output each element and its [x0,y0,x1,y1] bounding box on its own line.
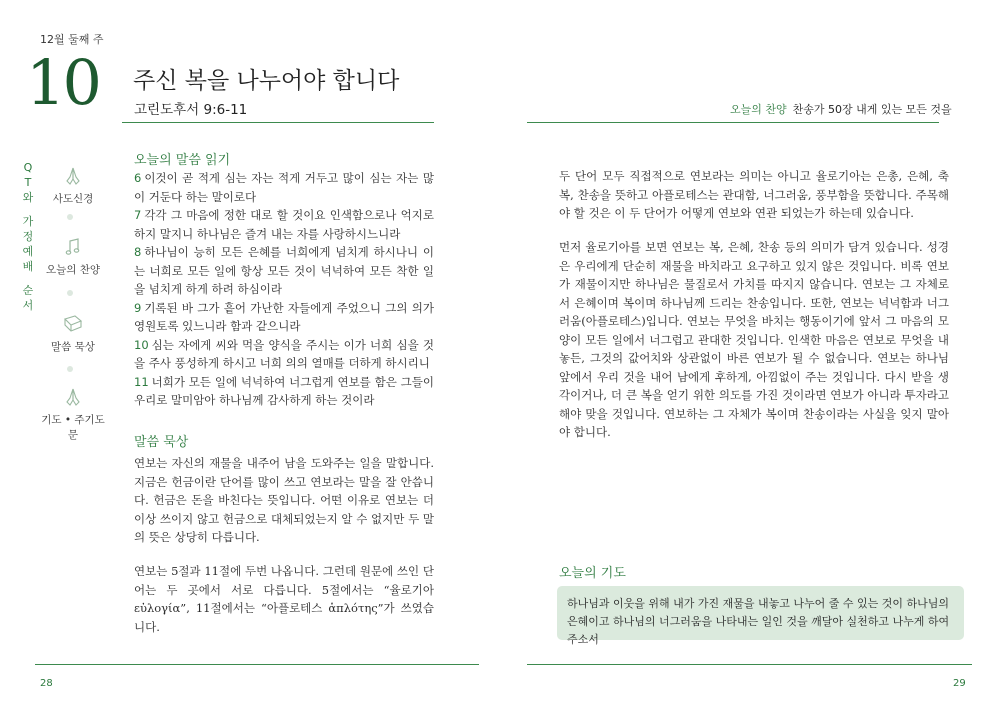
step-connector-dot [67,214,73,220]
music-note-icon [62,236,84,258]
scripture-reference: 고린도후서 9:6-11 [134,102,248,118]
step-label: 오늘의 찬양 [45,264,101,276]
verse-text: 하나님이 능히 모든 은혜를 너희에게 넘치게 하시나니 이는 너희로 모든 일에 항상 모든 것이 넉넉하여 모든 착한 일을 넘치게 하게 하려 하심이라 [134,245,434,296]
hymn-text: 찬송가 50장 내게 있는 모든 것을 [792,103,952,116]
step-label: 말씀 묵상 [51,341,95,353]
verse [134,206,434,243]
week-label: 12월 둘째 주 [40,33,104,46]
sidebar-step-apostles-creed [40,165,106,206]
step-connector-dot [67,366,73,372]
verse-text: 기록된 바 그가 흩어 가난한 자들에게 주었으니 그의 의가 영원토록 있느니라 함과 같으니라 [134,300,434,333]
verse-number: 9 [134,300,142,315]
sidebar-step-meditation [40,313,106,354]
meditation-paragraph-4: 먼저 율로기아를 보면 연보는 복, 은혜, 찬송 등의 의미가 담겨 있습니다. 성경은 우리에게 단순히 재물을 바치라고 요구하고 있지 않은 것입니다. 비록 연보가 재물이지만 하나님은 물질로서 가치를 따지지 않습니다. 연보는 그 자체로서 은혜이며 복이며 하나님께 드리는 찬송입니다. 또한, 연보는 넉넉함과 너그러움(아플로테스)입니다. 연보는 무엇을 바치는 행동이기에 앞서 그 마음의 모양이 모든 일에서 너그럽고 관대한 것입니다. 인색한 마음은 연보로 무엇을 내놓든, 그것의 값어치와 상관없이 바른 연보가 될 수 없습니다. 연보는 하나님 앞에서 우리 것을 내어 남에게 후하게, 아낌없이 주는 것입니다. 다시 받을 생각이거나, 더 큰 복을 얻기 위한 의도를 가진 것이라면 연보가 아니라 투자라고 해야 맞을 것입니다. 연보하는 그 자체가 복이며 찬송이라는 사실을 잊지 말아야 합니다. [559,240,949,439]
praying-hands-icon [62,386,84,408]
prayer-text: 하나님과 이웃을 위해 내가 가진 재물을 내놓고 나누어 줄 수 있는 것이 하나님의 은혜이고 하나님의 너그러움을 나타내는 일인 것을 깨달아 실천하고 나누게 하여 주소서 [567,597,950,646]
header-divider-left [122,122,434,123]
vertical-char: 와 [22,191,34,204]
verse-text: 각각 그 마음에 정한 대로 할 것이요 인색함으로나 억지로 하지 말지니 하나님은 즐겨 내는 자를 사랑하시느니라 [134,208,434,241]
verse-text: 이것이 곧 적게 심는 자는 적게 거두고 많이 심는 자는 많이 거둔다 하는 말이로다 [134,171,434,204]
meditation-heading: 말씀 묵상 [134,435,189,450]
vertical-char: 배 [22,260,34,273]
step-label: 사도신경 [52,193,94,205]
hymn-label: 오늘의 찬양 [730,103,787,116]
vertical-char: 예 [22,245,34,258]
meditation-paragraph-2: 연보는 5절과 11절에 두번 나옵니다. 그런데 원문에 쓰인 단어는 두 곳에서 서로 다릅니다. 5절에서는 “율로기아 εὐλογία”, 11절에서는 “아플로테스 ἁπλότης”가 쓰였습니다. [134,564,434,634]
page-number-left: 28 [40,678,53,689]
scripture-verses [134,169,434,410]
praying-hands-icon [62,165,84,187]
verse-number: 7 [134,208,142,222]
bible-book-icon [61,313,85,335]
sidebar-vertical-title [19,160,37,313]
vertical-char: T [24,176,32,189]
verse [134,373,434,410]
vertical-char: 정 [22,230,34,243]
reading-heading: 오늘의 말씀 읽기 [134,153,231,168]
footer-rule-right [527,664,972,665]
page-number-right: 29 [953,678,966,689]
vertical-char: 가 [22,215,34,228]
meditation-paragraph-1: 연보는 자신의 재물을 내주어 남을 도와주는 일을 말합니다. 지금은 헌금이란 단어를 많이 쓰고 연보라는 말을 잘 안씁니다. 헌금은 돈을 바친다는 뜻입니다. 어떤 이유로 연보는 더 이상 쓰이지 않고 헌금으로 대체되었는지 알 수 없지만 두 말의 뜻은 상당히 다릅니다. [134,456,434,544]
vertical-char: 서 [22,299,34,312]
verse [134,299,434,336]
verse-text: 너희가 모든 일에 넉넉하여 너그럽게 연보를 함은 그들이 우리로 말미암아 하나님께 감사하게 하는 것이라 [134,374,434,407]
verse-number: 6 [134,171,142,185]
verse-text: 심는 자에게 씨와 먹을 양식을 주시는 이가 너희 심을 것을 주사 풍성하게 하시고 너희 의의 열매를 더하게 하시리니 [134,337,434,370]
todays-hymn [730,101,952,117]
verse [134,336,434,373]
day-number: 10 [26,46,99,119]
sidebar-step-prayer [40,386,106,442]
footer-rule-left [35,664,479,665]
page-title: 주신 복을 나누어야 합니다 [133,68,400,94]
verse-number: 11 [134,374,149,389]
sidebar-step-todays-hymn [40,236,106,277]
step-label: 기도 • 주기도문 [41,414,105,441]
verse-number: 8 [134,245,142,259]
prayer-box [557,586,964,646]
vertical-char: Q [23,161,33,174]
vertical-gap [19,205,37,214]
header-divider-right [527,122,939,123]
step-connector-dot [67,290,73,296]
verse [134,169,434,206]
meditation-paragraph-3: 두 단어 모두 직접적으로 연보라는 의미는 아니고 율로기아는 은총, 은혜, 축복, 찬송을 뜻하고 아플로테스는 관대함, 너그러움, 풍부함을 뜻합니다. 주목해야 할 것은 이 두 단어가 어떻게 연보와 연관 되었는가 하는데 있습니다. [559,169,949,220]
verse-number: 10 [134,337,149,352]
vertical-gap [19,274,37,283]
vertical-char: 순 [22,284,34,297]
prayer-heading: 오늘의 기도 [559,566,626,581]
verse [134,243,434,299]
